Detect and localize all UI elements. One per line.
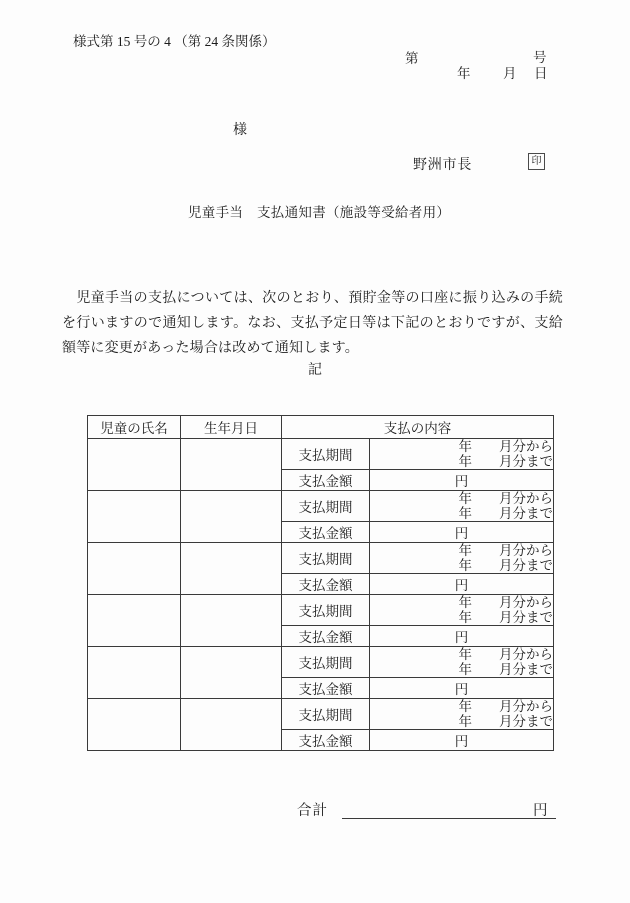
period-label-cell: 支払期間 [282,595,370,626]
table-row [88,491,554,522]
amount-value-cell: 円 [370,522,554,543]
doc-number-suffix: 号 [533,50,547,65]
body-line: を行いますので通知します。なお、支払予定日等は下記のとおりですが、支給 [62,316,563,331]
child-name-cell [88,491,181,543]
table-row [88,595,554,626]
child-name-cell [88,699,181,751]
addressee-honorific: 様 [233,123,247,138]
period-value-cell [370,647,554,678]
period-label-cell: 支払期間 [282,439,370,470]
table-row [88,647,554,678]
total-label: 合計 [297,803,328,819]
issuer-name: 野洲市長 [413,158,473,173]
period-value-cell [370,491,554,522]
amount-value-cell: 円 [370,678,554,699]
period-label-cell: 支払期間 [282,543,370,574]
header-birth-date: 生年月日 [181,416,282,439]
period-value-cell [370,439,554,470]
body-line: 額等に変更があった場合は改めて通知します。 [62,341,359,356]
period-label-cell: 支払期間 [282,491,370,522]
period-to: 年 月分まで [458,454,553,469]
header-child-name: 児童の氏名 [88,416,181,439]
period-to: 年 月分まで [458,506,553,521]
amount-label-cell: 支払金額 [282,574,370,595]
seal-mark: 印 [531,155,542,167]
period-to: 年 月分まで [458,714,553,729]
date-year-label: 年 [457,66,471,81]
period-from: 年 月分から [458,491,553,506]
period-from: 年 月分から [458,699,553,714]
amount-value-cell: 円 [370,626,554,647]
table-row [88,439,554,470]
birth-date-cell [181,491,282,543]
birth-date-cell [181,595,282,647]
period-to: 年 月分まで [458,558,553,573]
period-from: 年 月分から [458,439,553,454]
document-title: 児童手当 支払通知書（施設等受給者用） [188,205,451,220]
date-day-label: 日 [534,66,548,81]
period-value-cell [370,543,554,574]
amount-label-cell: 支払金額 [282,678,370,699]
header-payment-content: 支払の内容 [282,416,554,439]
period-label-cell: 支払期間 [282,647,370,678]
period-value-cell [370,699,554,730]
period-from: 年 月分から [458,543,553,558]
amount-label-cell: 支払金額 [282,626,370,647]
child-name-cell [88,647,181,699]
total-unit: 円 [533,803,548,819]
date-month-label: 月 [503,66,517,81]
table-row [88,543,554,574]
payment-table [87,415,554,751]
amount-value-cell: 円 [370,574,554,595]
amount-value-cell: 円 [370,470,554,491]
amount-label-cell: 支払金額 [282,730,370,751]
total-amount-blank [342,800,556,819]
amount-value-cell: 円 [370,730,554,751]
birth-date-cell [181,543,282,595]
body-paragraph [62,286,563,361]
body-line: 児童手当の支払については、次のとおり、預貯金等の口座に振り込みの手続 [62,291,563,306]
birth-date-cell [181,647,282,699]
birth-date-cell [181,439,282,491]
amount-label-cell: 支払金額 [282,522,370,543]
table-header-row [88,416,554,439]
child-name-cell [88,543,181,595]
table-row [88,699,554,730]
child-name-cell [88,439,181,491]
period-from: 年 月分から [458,647,553,662]
period-to: 年 月分まで [458,662,553,677]
period-to: 年 月分まで [458,610,553,625]
ki-marker: 記 [308,363,322,378]
birth-date-cell [181,699,282,751]
period-from: 年 月分から [458,595,553,610]
doc-number-prefix: 第 [405,51,419,66]
period-label-cell: 支払期間 [282,699,370,730]
amount-label-cell: 支払金額 [282,470,370,491]
child-name-cell [88,595,181,647]
seal-placeholder [528,153,545,170]
period-value-cell [370,595,554,626]
form-code: 様式第 15 号の 4 （第 24 条関係） [73,34,276,49]
